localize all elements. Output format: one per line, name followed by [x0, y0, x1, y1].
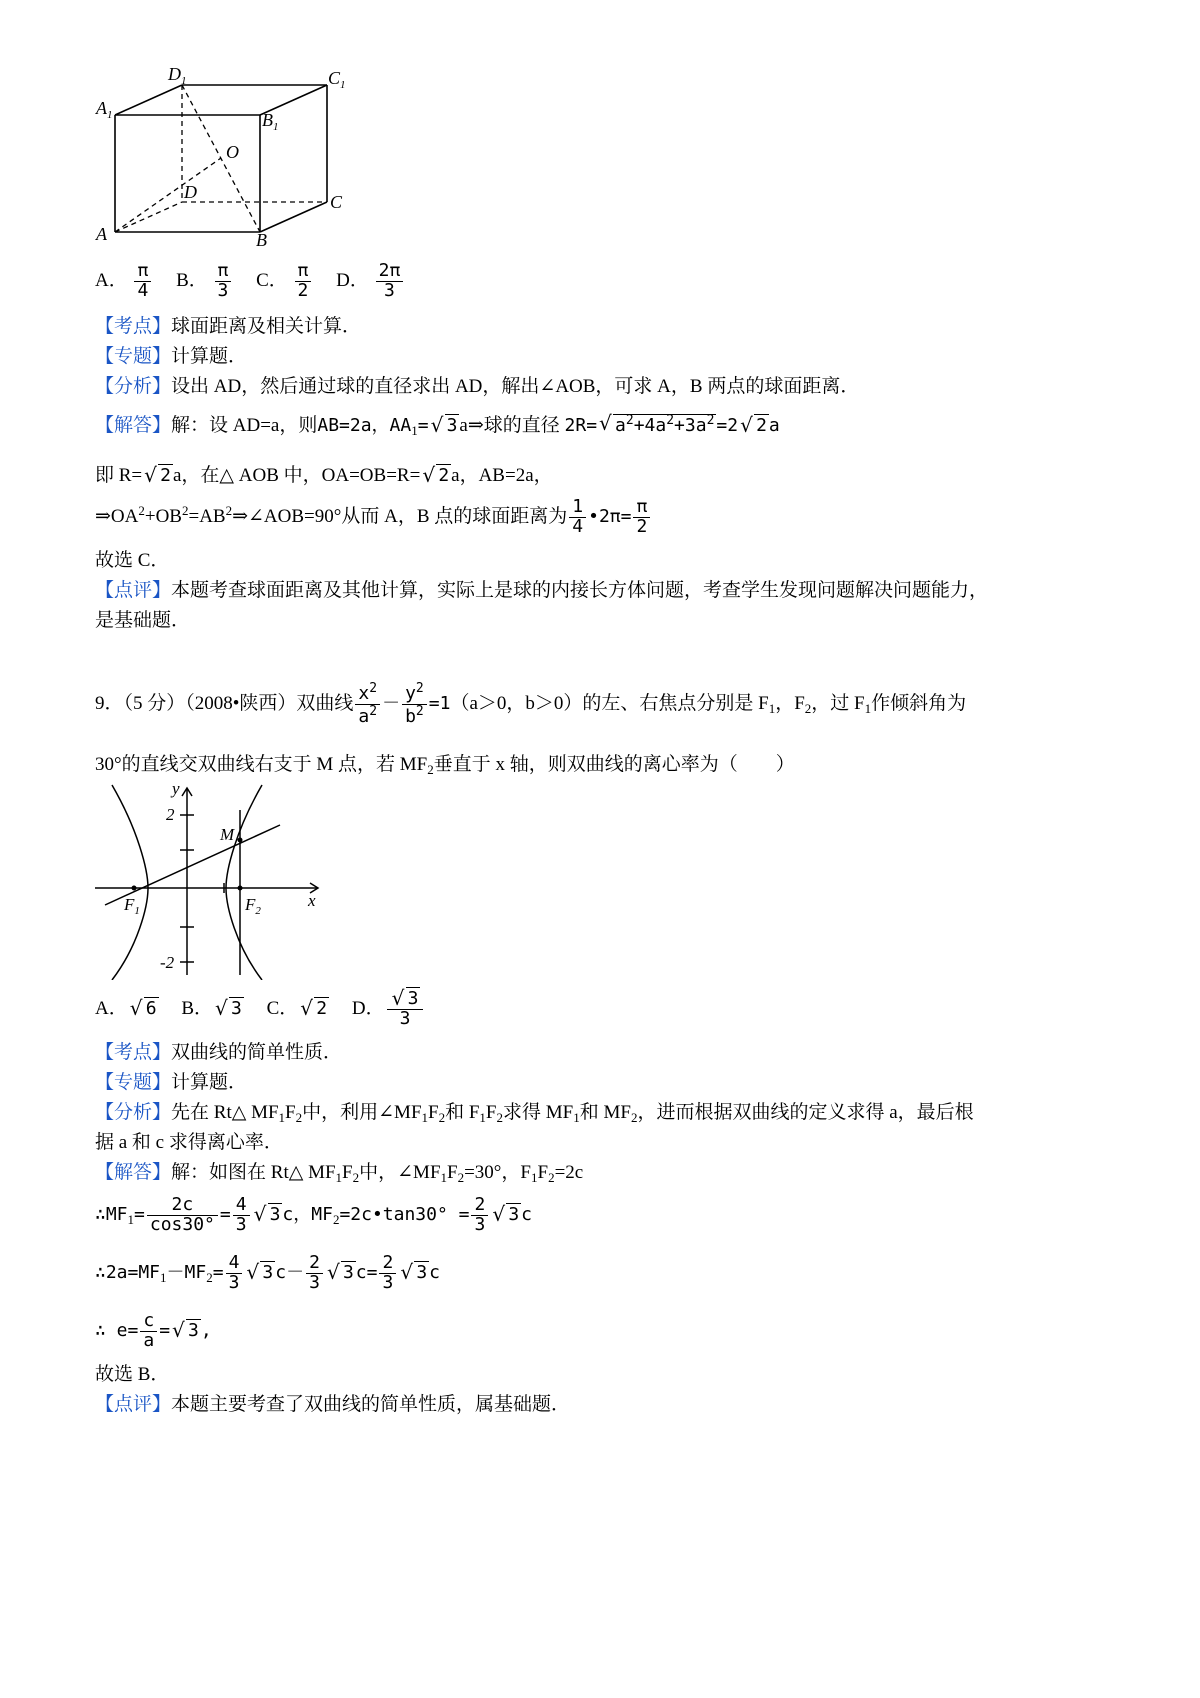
label-B: B [256, 230, 267, 250]
q9-guxuan: 故选 B． [95, 1364, 170, 1385]
q9-option-c: C． √ 2 [266, 995, 328, 1020]
q9-jieda-line4: ∴ e= $\frac{c}{a}$ = √ 3 , [95, 1310, 212, 1351]
q9-zhuanti: 【专题】计算题． [95, 1072, 248, 1093]
q8-fenxi: 【分析】设出 AD，然后通过球的直径求出 AD，解出∠AOB，可求 A，B 两点的球面距离． [95, 376, 860, 397]
q9-option-a: A． √ 6 [95, 995, 157, 1020]
q9-fenxi-cont: 据 a 和 c 求得离心率． [95, 1132, 283, 1153]
q8-jieda-line1: 【解答】解：设 AD=a，则AB=2a，$AA_1=$ √ 3 a⇒球的直径 2R= √ $a^2+4a^2+3a^2 =2$ √ 2 a [95, 411, 780, 438]
label-C1: $C_1$ [328, 68, 346, 91]
q9-stem-line2: 30°的直线交双曲线右支于 M 点，若 $MF_2$垂直于 x 轴，则双曲线的离心率为（ ） [95, 754, 795, 777]
q9-fenxi: 【分析】先在 Rt△ $MF_1F_2$中，利用$\angle MF_1F_2$和 $F_1F_2$求得 $MF_1$和 $MF_2$，进而根据双曲线的定义求得 a，最后根 [95, 1102, 974, 1125]
graph-F2-label: $F_2$ [245, 895, 261, 917]
label-B1: $B_1$ [262, 110, 279, 133]
q8-jieda-line3: $\Rightarrow OA^2+OB^2=AB^2\Rightarrow\angle AOB=90^\circ$从而 A，B 点的球面距离为 $\frac{1}{4}$ •2π= $\frac{\pi}{2}$ [95, 498, 652, 537]
q8-option-c: C． $\frac{\pi}{2}$ [256, 270, 318, 291]
label-A1: $A_1$ [96, 98, 113, 121]
q8-options [95, 262, 423, 301]
q8-dianping: 【点评】本题考查球面距离及其他计算，实际上是球的内接长方体问题，考查学生发现问题解决问题能力， [95, 580, 989, 601]
q9-option-b: B． √ 3 [181, 995, 242, 1020]
hyperbola-graph [90, 780, 330, 980]
q9-stem-line1: 9．（5 分）（2008•陕西）双曲线 $\frac{x^2}{a^2}$ － $\frac{y^2}{b^2}$ =1（a＞0，b＞0）的左、右焦点分别是 $F_1$，$F_2$，过 $F_1$作倾斜角为 [95, 681, 967, 727]
q8-option-a: A． $\frac{\pi}{4}$ [95, 270, 158, 291]
graph-y-label: y [172, 780, 180, 798]
label-D: D [184, 182, 197, 202]
q8-option-d: D． $\frac{2\pi}{3}$ [336, 270, 405, 291]
q8-jieda-line2: 即 R= √ 2 a，在△ AOB 中，OA=OB=R= √ 2 a，AB=2a， [95, 463, 553, 487]
q9-dianping: 【点评】本题主要考查了双曲线的简单性质，属基础题． [95, 1394, 571, 1415]
cube-figure [90, 60, 390, 260]
label-D1: $D_1$ [168, 64, 187, 87]
q9-options [95, 986, 443, 1029]
q8-kaodian: 【考点】球面距离及相关计算． [95, 316, 362, 337]
graph-F1-label: $F_1$ [124, 895, 140, 917]
graph-M-label: M [220, 825, 235, 844]
q9-kaodian: 【考点】双曲线的简单性质． [95, 1042, 343, 1063]
q9-jieda-line3: $\therefore 2a=MF_1-MF_2=$ $\frac{4}{3}$ √ 3 c－ $\frac{2}{3}$ √ 3 c= $\frac{2}{3}$ √ 3 c [95, 1252, 440, 1293]
label-A: A [96, 224, 107, 244]
graph-tick-2: 2 [166, 805, 175, 824]
q8-zhuanti: 【专题】计算题． [95, 346, 248, 367]
q8-dianping-cont: 是基础题． [95, 610, 191, 631]
graph-x-label: x [308, 891, 316, 910]
q8-guxuan: 故选 C． [95, 550, 170, 571]
label-C: C [330, 192, 343, 212]
graph-tick-neg2: -2 [160, 953, 175, 972]
q9-jieda-line1: 【解答】解：如图在 Rt△ $MF_1F_2$中，$\angle MF_1F_2=30^\circ$，$F_1F_2=2c$ [95, 1162, 584, 1185]
q9-jieda-line2: $\therefore MF_1=$ $\frac{2c}{\cos 30^\circ}$ = $\frac{4}{3}$ √ 3 c，$MF_2=2c•\tan 30^\circ$ = $\frac{2}{3}$ √ 3 c [95, 1194, 533, 1235]
q9-option-d: D． √ 3 3 [352, 998, 426, 1019]
q8-option-b: B． $\frac{\pi}{3}$ [176, 270, 238, 291]
label-O: O [226, 142, 239, 162]
